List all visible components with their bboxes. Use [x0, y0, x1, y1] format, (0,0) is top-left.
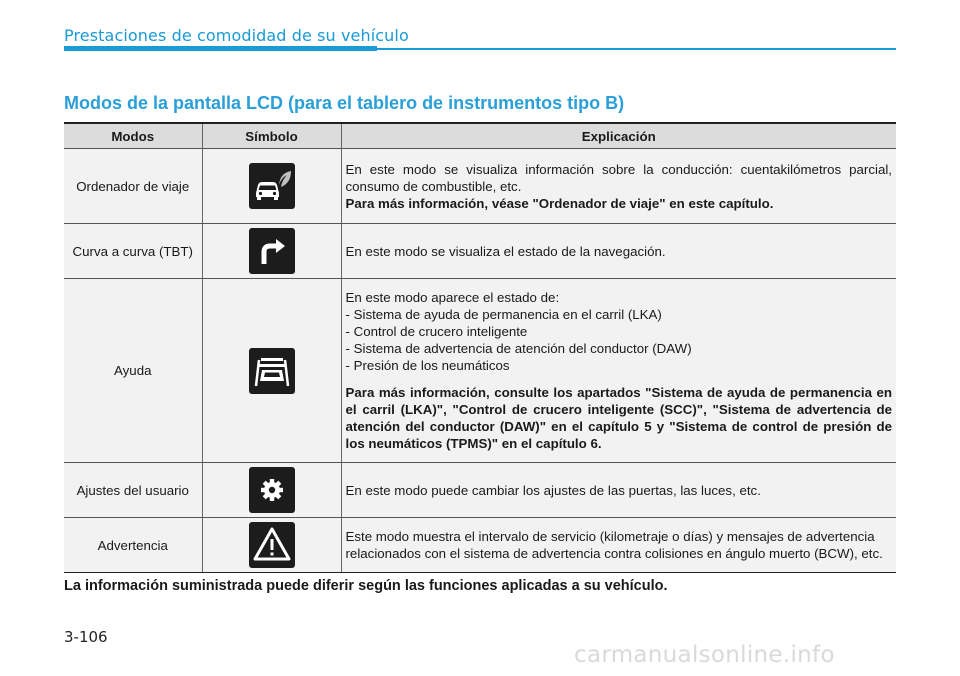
turn-by-turn-icon — [249, 228, 295, 274]
explanation-line: - Presión de los neumáticos — [345, 358, 510, 373]
table-row-warning — [64, 518, 896, 573]
header-rule-thick — [64, 46, 377, 51]
mode-name: Ajustes del usuario — [64, 463, 202, 518]
explanation-line: - Sistema de advertencia de atención del conductor (DAW) — [345, 341, 692, 356]
explanation-cell — [341, 463, 896, 518]
symbol-cell — [202, 224, 341, 279]
column-header-explicacion: Explicación — [341, 123, 896, 149]
table-row-ayuda — [64, 279, 896, 463]
explanation-cell — [341, 149, 896, 224]
trip-computer-icon — [249, 163, 295, 209]
warning-triangle-icon — [249, 522, 295, 568]
explanation-line: - Control de crucero inteligente — [345, 324, 528, 339]
explanation-reference: Para más información, véase "Ordenador de viaje" en este capítulo. — [345, 195, 774, 211]
mode-name: Ordenador de viaje — [64, 149, 202, 224]
watermark: carmanualsonline.info — [574, 642, 835, 668]
explanation-text: Este modo muestra el intervalo de servicio (kilometraje o días) y mensajes de advertencia relacionados con el sistema de advertencia contra colisiones en ángulo muerto (BCW), etc. — [345, 529, 883, 561]
mode-name: Advertencia — [64, 518, 202, 573]
table-row-tbt — [64, 224, 896, 279]
page-title: Modos de la pantalla LCD (para el tablero de instrumentos tipo B) — [64, 93, 625, 113]
lane-assist-icon — [249, 348, 295, 394]
modes-table — [64, 122, 896, 573]
symbol-cell — [202, 463, 341, 518]
mode-name: Ayuda — [64, 279, 202, 463]
table-row-trip-computer — [64, 149, 896, 224]
symbol-cell — [202, 279, 341, 463]
explanation-text: En este modo se visualiza el estado de la navegación. — [345, 243, 666, 259]
header-rule-thin — [377, 48, 896, 50]
explanation-cell — [341, 518, 896, 573]
explanation-text: En este modo se visualiza información sobre la conducción: cuentakilómetros parcial, consumo de combustible, etc. — [345, 161, 892, 194]
column-header-simbolo: Símbolo — [202, 123, 341, 149]
section-header: Prestaciones de comodidad de su vehículo — [64, 26, 409, 45]
column-header-modos: Modos — [64, 123, 202, 149]
explanation-line: - Sistema de ayuda de permanencia en el carril (LKA) — [345, 307, 662, 322]
mode-name: Curva a curva (TBT) — [64, 224, 202, 279]
explanation-text: En este modo puede cambiar los ajustes de las puertas, las luces, etc. — [345, 482, 761, 498]
symbol-cell — [202, 518, 341, 573]
symbol-cell — [202, 149, 341, 224]
gear-icon — [249, 467, 295, 513]
explanation-line: En este modo aparece el estado de: — [345, 290, 560, 305]
explanation-cell — [341, 224, 896, 279]
page-number: 3-106 — [64, 628, 108, 646]
table-row-user-settings — [64, 463, 896, 518]
explanation-reference: Para más información, consulte los apartados "Sistema de ayuda de permanencia en el carril (LKA)", "Control de crucero inteligente (SCC)", "Sistema de advertencia de atención del conductor (DAW)" en el capítulo 5 y "Sistema de control de presión de los neumáticos (TPMS)" en el capítulo 6. — [345, 385, 892, 451]
table-header-row — [64, 123, 896, 149]
footnote: La información suministrada puede diferir según las funciones aplicadas a su vehículo. — [64, 578, 668, 594]
explanation-cell — [341, 279, 896, 463]
